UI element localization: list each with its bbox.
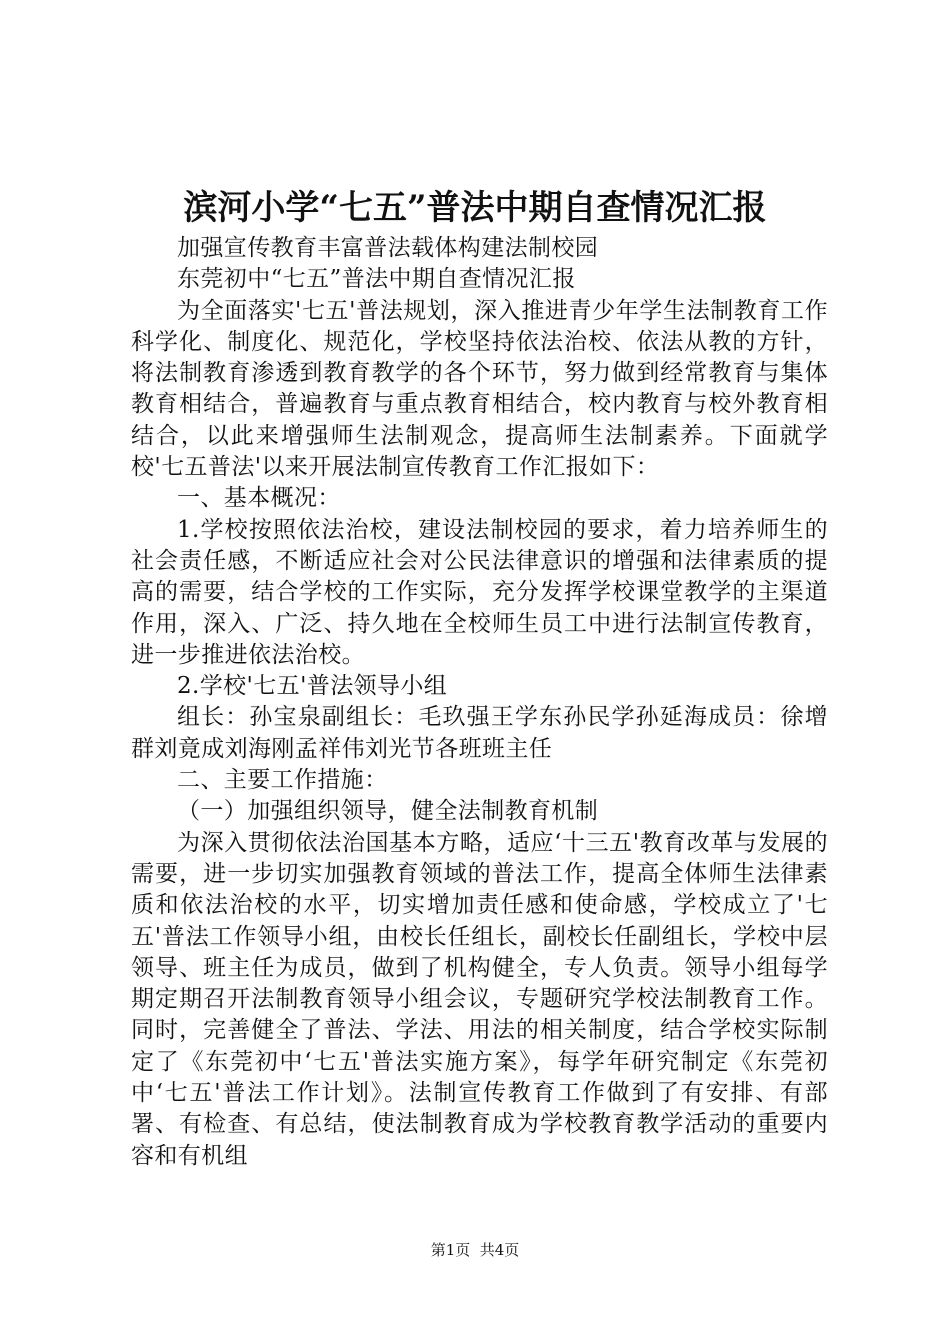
page-number: 第1页 共4页 xyxy=(430,1241,520,1259)
subtitle-line: 加强宣传教育丰富普法载体构建法制校园 xyxy=(177,235,599,261)
section-heading: 二、主要工作措施： xyxy=(177,767,388,794)
document-body xyxy=(131,233,828,1172)
document-title: 滨河小学“七五”普法中期自查情况汇报 xyxy=(183,188,767,228)
body-paragraph: 为全面落实'七五'普法规划，深入推进青少年学生法制教育工作科学化、制度化、规范化，学校坚持依法治校、依法从教的方针，将法制教育渗透到教育教学的各个环节，努力做到经常教育与集体教育相结合，普遍教育与重点教育相结合，校内教育与校外教育相结合，以此来增强师生法制观念，提高师生法制素养。下面就学校'七五普法'以来开展法制宣传教育工作汇报如下： xyxy=(131,297,828,481)
subtitle-line: 东莞初中“七五”普法中期自查情况汇报 xyxy=(177,266,576,293)
body-paragraph: 2.学校'七五'普法领导小组 xyxy=(177,673,448,700)
body-paragraph: 组长：孙宝泉副组长：毛玖强王学东孙民学孙延海成员：徐增群刘竟成刘海刚孟祥伟刘光节各班班主任 xyxy=(131,704,828,762)
body-paragraph: 1.学校按照依法治校，建设法制校园的要求，着力培养师生的社会责任感，不断适应社会对公民法律意识的增强和法律素质的提高的需要，结合学校的工作实际，充分发挥学校课堂教学的主渠道作用，深入、广泛、持久地在全校师生员工中进行法制宣传教育，进一步推进依法治校。 xyxy=(131,516,828,668)
body-paragraph: 为深入贯彻依法治国基本方略，适应‘十三五'教育改革与发展的需要，进一步切实加强教育领域的普法工作，提高全体师生法律素质和依法治校的水平，切实增加责任感和使命感，学校成立了'七五'普法工作领导小组，由校长任组长，副校长任副组长，学校中层领导、班主任为成员，做到了机构健全，专人负责。领导小组每学期定期召开法制教育领导小组会议，专题研究学校法制教育工作。同时，完善健全了普法、学法、用法的相关制度，结合学校实际制定了《东莞初中‘七五'普法实施方案》，每学年研究制定《东莞初中‘七五'普法工作计划》。法制宣传教育工作做到了有安排、有部署、有检查、有总结，使法制教育成为学校教育教学活动的重要内容和有机组 xyxy=(131,829,828,1169)
subsection-heading: （一）加强组织领导，健全法制教育机制 xyxy=(177,798,599,825)
section-heading: 一、基本概况： xyxy=(177,485,341,512)
